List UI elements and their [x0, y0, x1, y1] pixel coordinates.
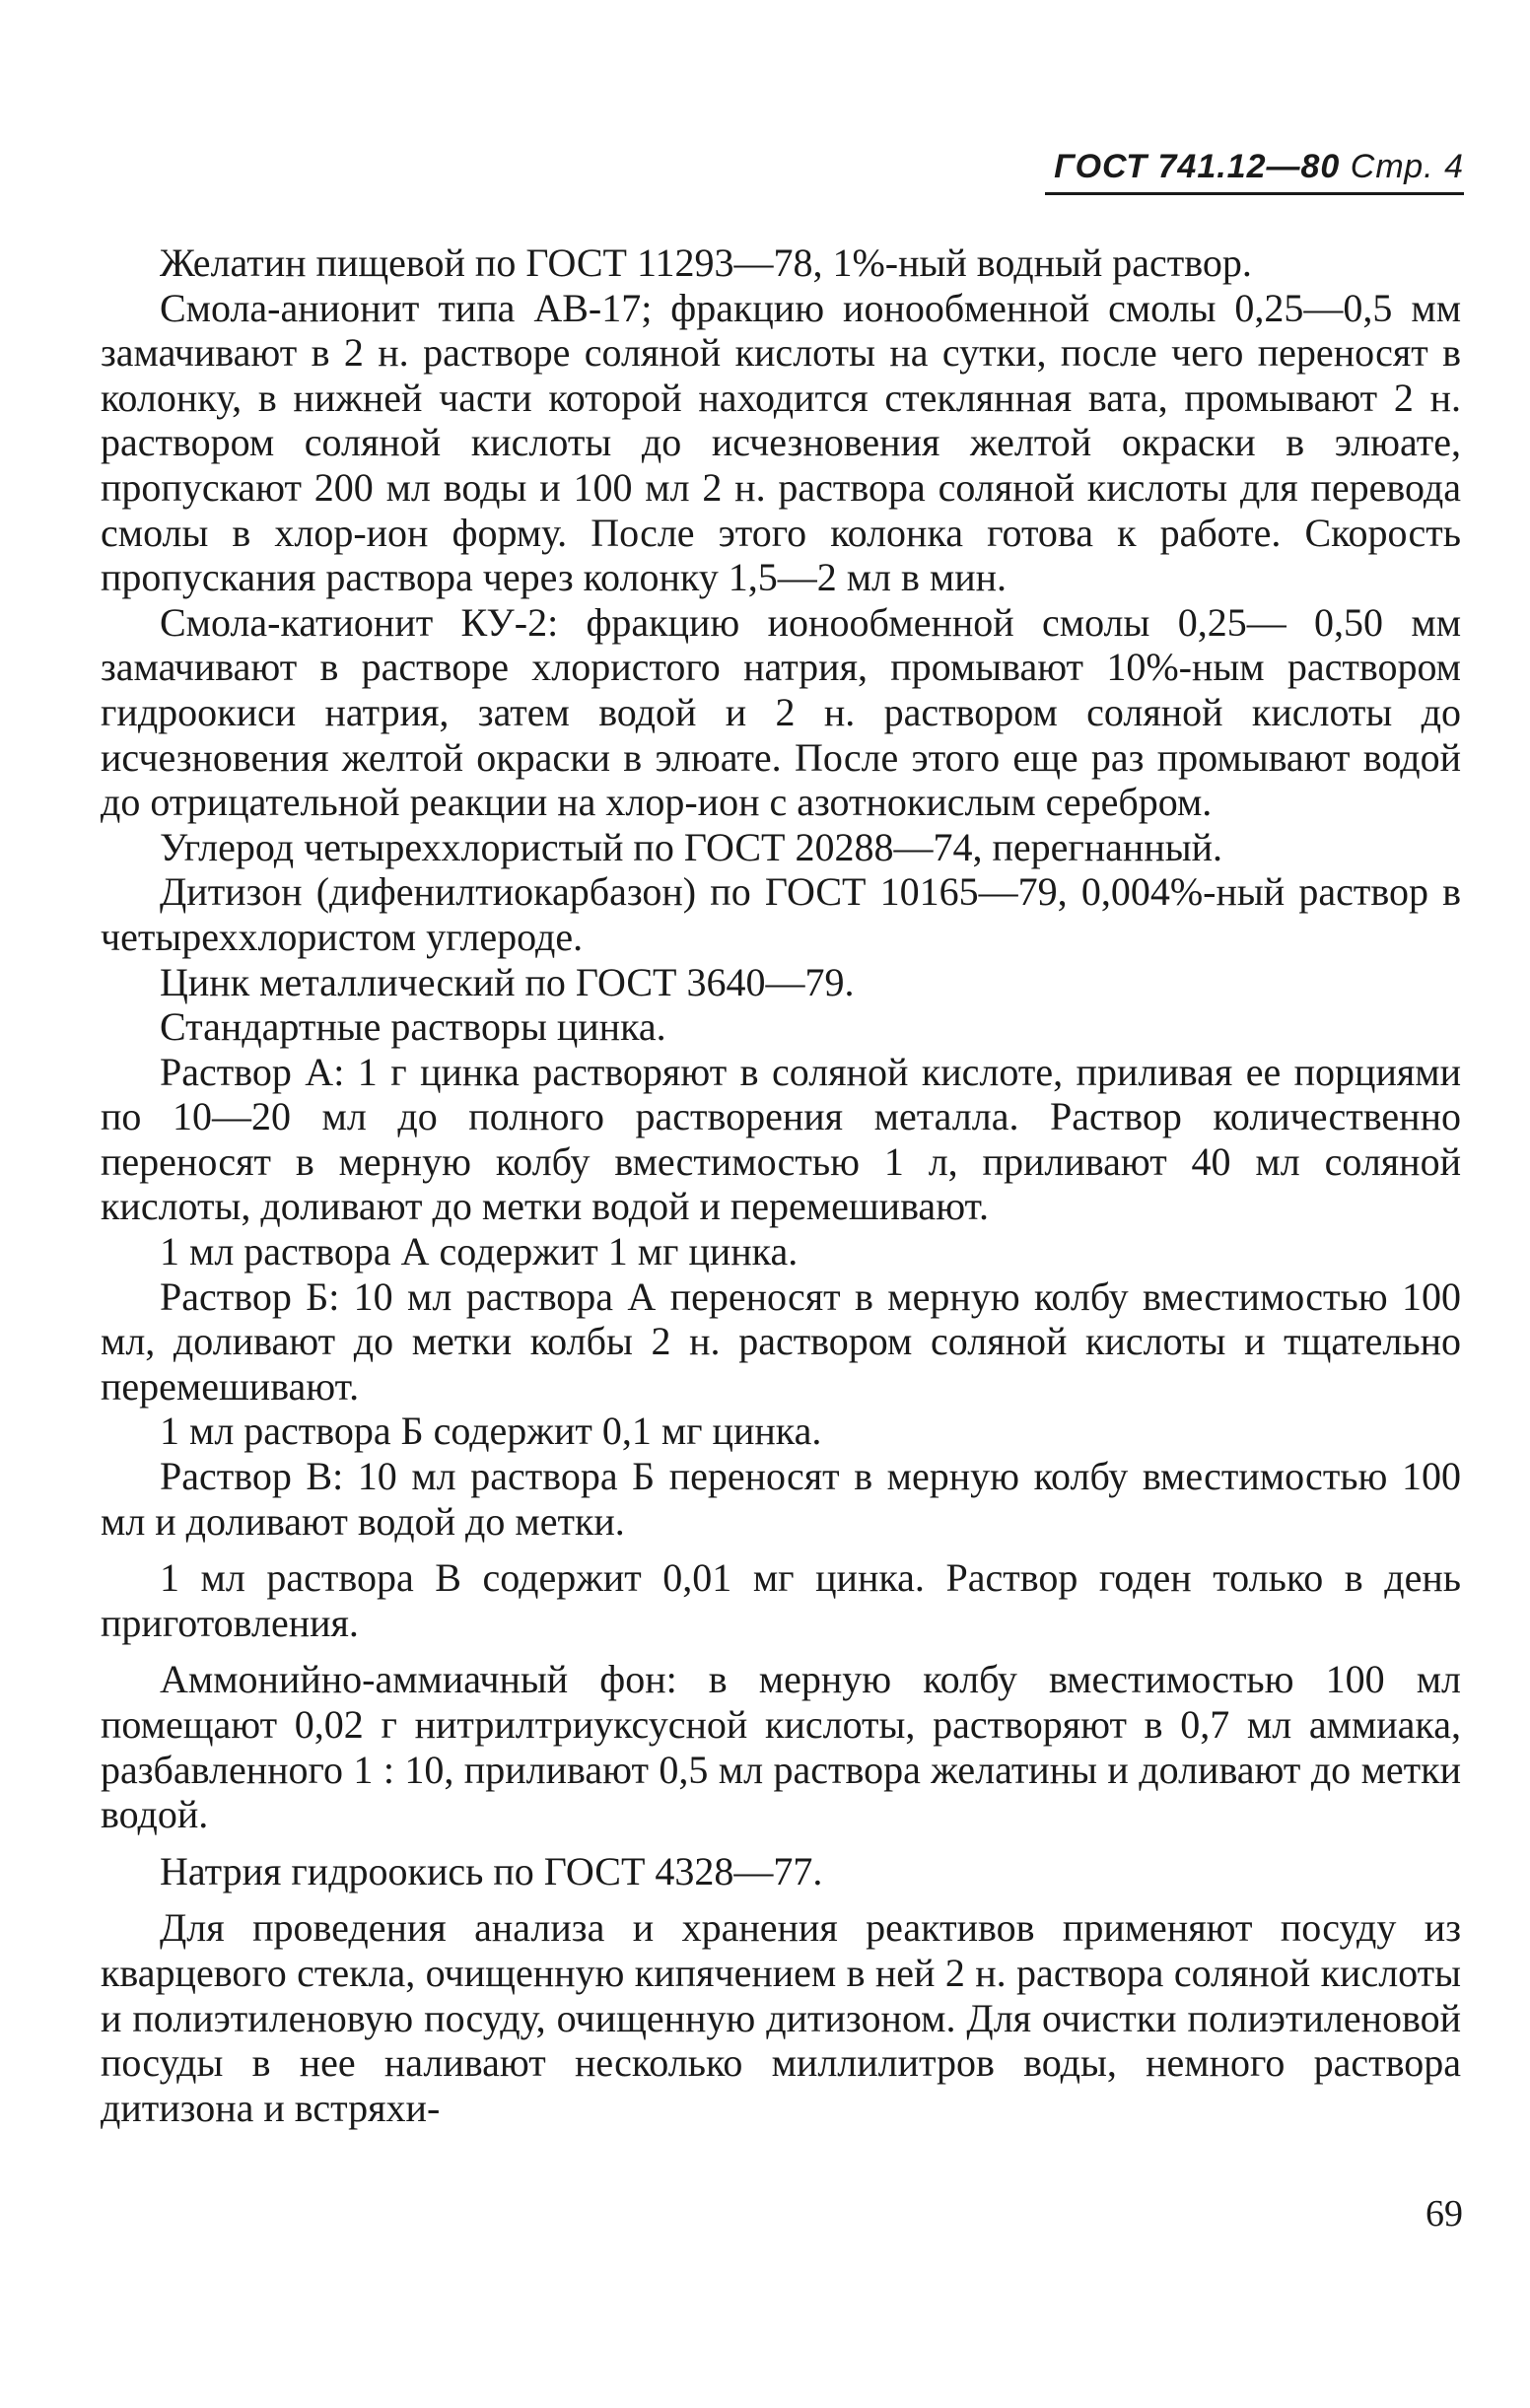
paragraph-gelatin: Желатин пищевой по ГОСТ 11293—78, 1%-ный водный раствор. [160, 241, 1252, 285]
paragraph-solution-a-content: 1 мл раствора А содержит 1 мг цинка. [160, 1229, 799, 1274]
paragraph-solution-b: Раствор Б: 10 мл раствора А переносят в мерную колбу вместимостью 100 мл, доливают до метки колбы 2 н. раствором соляной кислоты и тщательно перемешивают. [101, 1273, 1461, 1409]
paragraph-standard-solutions: Стандартные растворы цинка. [160, 1004, 666, 1050]
paragraph-solution-b-content: 1 мл раствора Б содержит 0,1 мг цинка. [160, 1409, 822, 1454]
page-header [1045, 148, 1464, 195]
paragraph-zinc-metal: Цинк металлический по ГОСТ 3640—79. [160, 959, 855, 1004]
page-label: Стр. 4 [1350, 148, 1464, 185]
paragraph-cation-resin: Смола-катионит КУ-2: фракцию ионообменной смолы 0,25— 0,50 мм замачивают в растворе хлористого натрия, промывают 10%-ным раствором гидроокиси натрия, затем водой и 2 н. раствором соляной кислоты до исчезновения желтой окраски в элюате. После этого еще раз промывают водой до отрицательной реакции на хлор-ион с азотнокислым серебром. [101, 599, 1461, 825]
document-body [101, 241, 1461, 2130]
page-number: 69 [1426, 2193, 1463, 2235]
paragraph-sodium-hydroxide: Натрия гидроокись по ГОСТ 4328—77. [160, 1848, 823, 1893]
paragraph-dithizone: Дитизон (дифенилтиокарбазон) по ГОСТ 10165—79, 0,004%-ный раствор в четыреххлористом углероде. [101, 869, 1461, 959]
paragraph-solution-a: Раствор А: 1 г цинка растворяют в соляной кислоте, приливая ее порциями по 10—20 мл до полного растворения металла. Раствор количественно переносят в мерную колбу вместимостью 1 л, приливают 40 мл соляной кислоты, доливают до метки водой и перемешивают. [101, 1049, 1461, 1229]
paragraph-carbon-tetrachloride: Углерод четыреххлористый по ГОСТ 20288—74, перегнанный. [160, 824, 1223, 869]
paragraph-solution-v: Раствор В: 10 мл раствора Б переносят в мерную колбу вместимостью 100 мл и доливают водой до метки. [101, 1454, 1461, 1544]
paragraph-labware: Для проведения анализа и хранения реактивов применяют посуду из кварцевого стекла, очищенную кипячением в ней 2 н. раствора соляной кислоты и полиэтиленовую посуду, очищенную дитизоном. Для очистки полиэтиленовой посуды в нее наливают несколько миллилитров воды, немного раствора дитизона и встряхи- [101, 1905, 1461, 2130]
standard-number: ГОСТ 741.12—80 [1054, 148, 1341, 185]
paragraph-anion-resin: Смола-анионит типа АВ-17; фракцию ионообменной смолы 0,25—0,5 мм замачивают в 2 н. растворе соляной кислоты на сутки, после чего переносят в колонку, в нижней части которой находится стеклянная вата, промывают 2 н. раствором соляной кислоты до исчезновения желтой окраски в элюате, пропускают 200 мл воды и 100 мл 2 н. раствора соляной кислоты для перевода смолы в хлор-ион форму. После этого колонка готова к работе. Скорость пропускания раствора через колонку 1,5—2 мл в мин. [101, 285, 1461, 600]
paragraph-ammonium-background: Аммонийно-аммиачный фон: в мерную колбу вместимостью 100 мл помещают 0,02 г нитрилтриуксусной кислоты, растворяют в 0,7 мл аммиака, разбавленного 1 : 10, приливают 0,5 мл раствора желатины и доливают до метки водой. [101, 1657, 1461, 1837]
paragraph-solution-v-content: 1 мл раствора В содержит 0,01 мг цинка. Раствор годен только в день приготовления. [101, 1555, 1461, 1645]
